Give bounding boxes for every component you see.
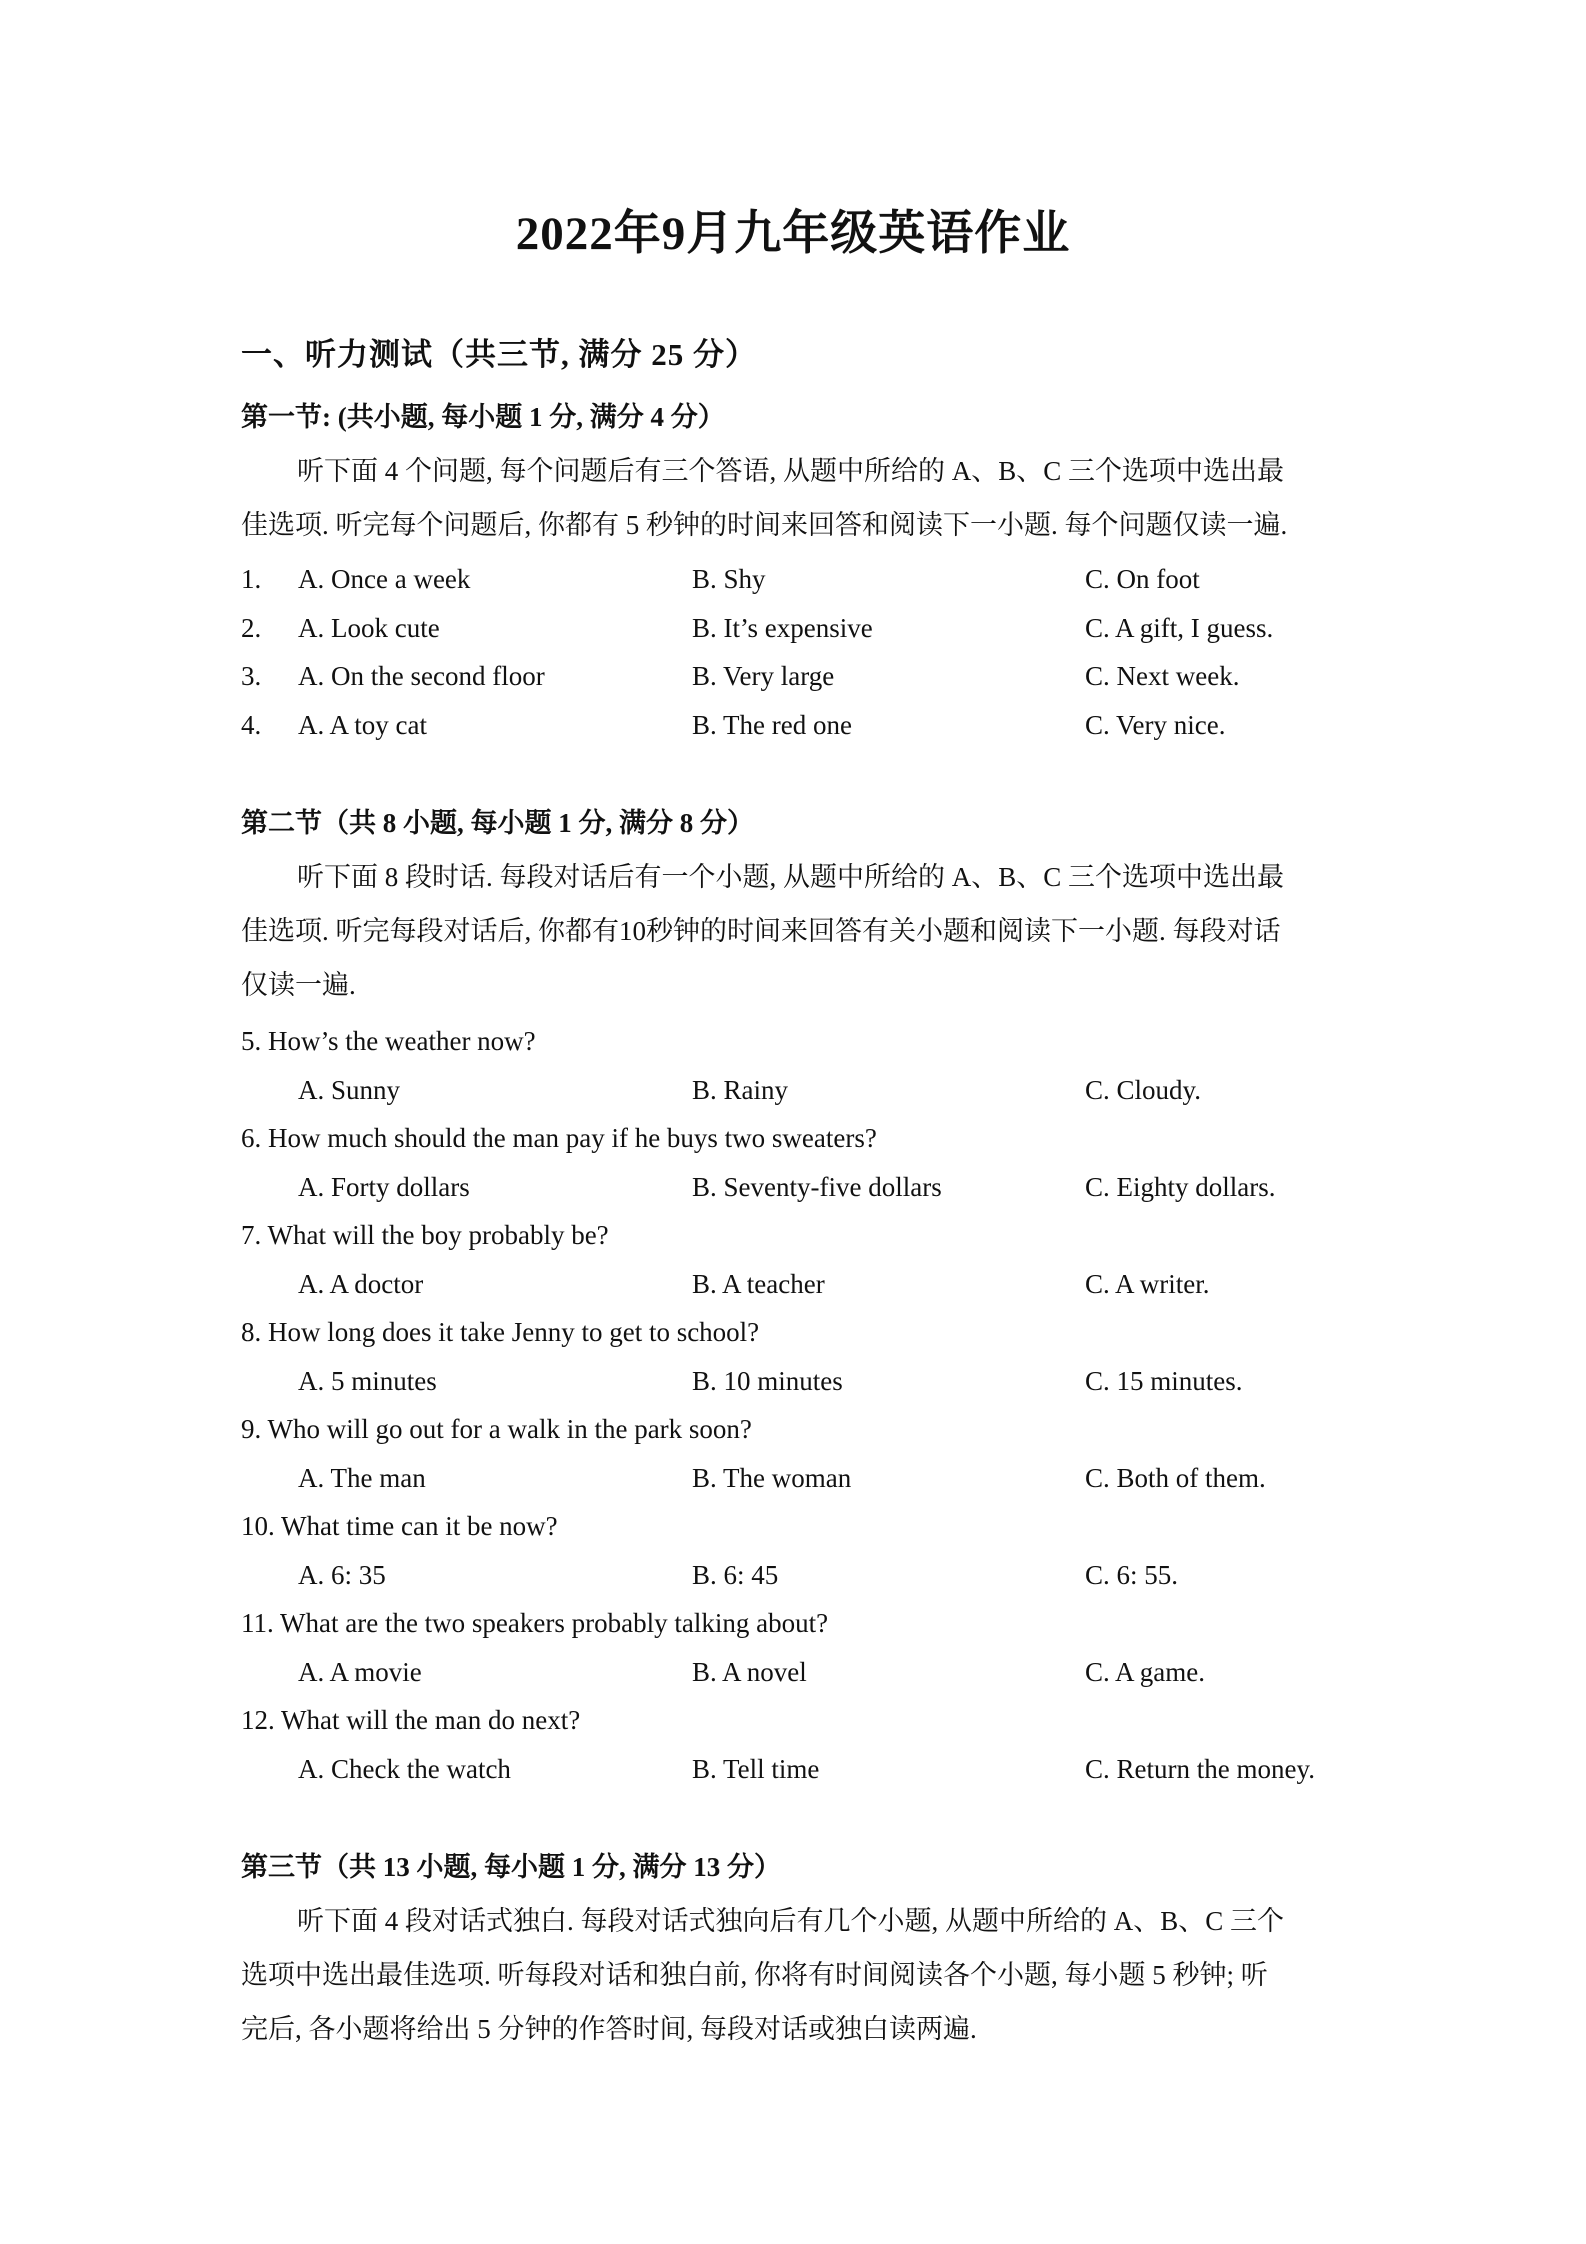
options-row [0,1749,1586,1789]
option-b: B. 10 minutes [692,1366,843,1396]
question-stem: 12. What will the man do next? [241,1705,581,1735]
option-b: B. 6: 45 [692,1560,779,1590]
instruction-line: 完后, 各小题将给出 5 分钟的作答时间, 每段对话或独白读两遍. [241,2014,977,2044]
instruction-line: 佳选项. 听完每段对话后, 你都有10秒钟的时间来回答有关小题和阅读下一小题. 每段对话 [241,916,1281,946]
instruction-line: 听下面 4 个问题, 每个问题后有三个答语, 从题中所给的 A、B、C 三个选项中选出最 [297,456,1285,486]
question-stem-row [0,1312,1586,1352]
question-stem: 11. What are the two speakers probably talking about? [241,1608,829,1638]
question-stem: 8. How long does it take Jenny to get to school? [241,1317,760,1347]
section1-heading: 第一节: (共小题, 每小题 1 分, 满分 4 分） [241,402,725,432]
option-c: C. A writer. [1085,1269,1210,1299]
section2-instructions [241,850,1361,1012]
instruction-line: 佳选项. 听完每个问题后, 你都有 5 秒钟的时间来回答和阅读下一小题. 每个问题仅读一遍. [241,510,1288,540]
option-a: A. Look cute [298,613,440,643]
option-c: C. 15 minutes. [1085,1366,1243,1396]
option-c: C. A game. [1085,1657,1205,1687]
question-stem: 6. How much should the man pay if he buys two sweaters? [241,1123,877,1153]
question-number: 1. [241,564,262,594]
option-c: C. Eighty dollars. [1085,1172,1276,1202]
options-row [0,1555,1586,1595]
question-number: 2. [241,613,262,643]
options-row [0,1458,1586,1498]
option-c: C. Next week. [1085,661,1240,691]
options-row [0,1167,1586,1207]
instruction-line: 仅读一遍. [241,970,356,1000]
option-b: B. Tell time [692,1754,820,1784]
options-row [0,1070,1586,1110]
option-a: A. The man [298,1463,426,1493]
question-row [0,608,1586,648]
question-number: 4. [241,710,262,740]
option-c: C. Very nice. [1085,710,1226,740]
question-stem: 5. How’s the weather now? [241,1026,536,1056]
question-stem-row [0,1700,1586,1740]
option-c: C. A gift, I guess. [1085,613,1274,643]
question-stem-row [0,1215,1586,1255]
option-a: A. Forty dollars [298,1172,470,1202]
document-title: 2022年9月九年级英语作业 [515,208,1071,260]
option-a: A. A toy cat [298,710,427,740]
question-stem-row [0,1021,1586,1061]
question-stem-row [0,1603,1586,1643]
part1-heading: 一、听力测试（共三节, 满分 25 分） [241,337,757,372]
option-b: B. Shy [692,564,766,594]
section3-heading: 第三节（共 13 小题, 每小题 1 分, 满分 13 分） [241,1852,781,1882]
option-b: B. A teacher [692,1269,825,1299]
options-row [0,1361,1586,1401]
option-b: B. Seventy-five dollars [692,1172,942,1202]
option-c: C. On foot [1085,564,1200,594]
option-c: C. 6: 55. [1085,1560,1179,1590]
question-row [0,705,1586,745]
question-row [0,656,1586,696]
question-stem-row [0,1409,1586,1449]
question-stem: 7. What will the boy probably be? [241,1220,609,1250]
instruction-line: 听下面 4 段对话式独白. 每段对话式独向后有几个小题, 从题中所给的 A、B、C 三个 [297,1906,1285,1936]
option-b: B. A novel [692,1657,807,1687]
option-a: A. A doctor [298,1269,424,1299]
question-stem: 9. Who will go out for a walk in the park soon? [241,1414,752,1444]
option-a: A. Sunny [298,1075,401,1105]
section3-instructions [241,1894,1361,2056]
option-c: C. Return the money. [1085,1754,1315,1784]
question-stem: 10. What time can it be now? [241,1511,558,1541]
option-b: B. The red one [692,710,852,740]
section2-heading: 第二节（共 8 小题, 每小题 1 分, 满分 8 分） [241,808,754,838]
instruction-line: 听下面 8 段时话. 每段对话后有一个小题, 从题中所给的 A、B、C 三个选项中选出最 [297,862,1285,892]
question-stem-row [0,1118,1586,1158]
option-c: C. Both of them. [1085,1463,1266,1493]
options-row [0,1652,1586,1692]
option-a: A. A movie [298,1657,422,1687]
option-a: A. Check the watch [298,1754,511,1784]
option-a: A. 5 minutes [298,1366,437,1396]
option-a: A. 6: 35 [298,1560,386,1590]
option-a: A. Once a week [298,564,471,594]
option-b: B. Very large [692,661,835,691]
option-c: C. Cloudy. [1085,1075,1202,1105]
question-row [0,559,1586,599]
question-number: 3. [241,661,262,691]
question-stem-row [0,1506,1586,1546]
instruction-line: 选项中选出最佳选项. 听每段对话和独白前, 你将有时间阅读各个小题, 每小题 5 秒钟; 听 [241,1960,1268,1990]
option-b: B. Rainy [692,1075,789,1105]
option-b: B. The woman [692,1463,852,1493]
section1-instructions [241,444,1361,552]
options-row [0,1264,1586,1304]
option-b: B. It’s expensive [692,613,873,643]
option-a: A. On the second floor [298,661,545,691]
